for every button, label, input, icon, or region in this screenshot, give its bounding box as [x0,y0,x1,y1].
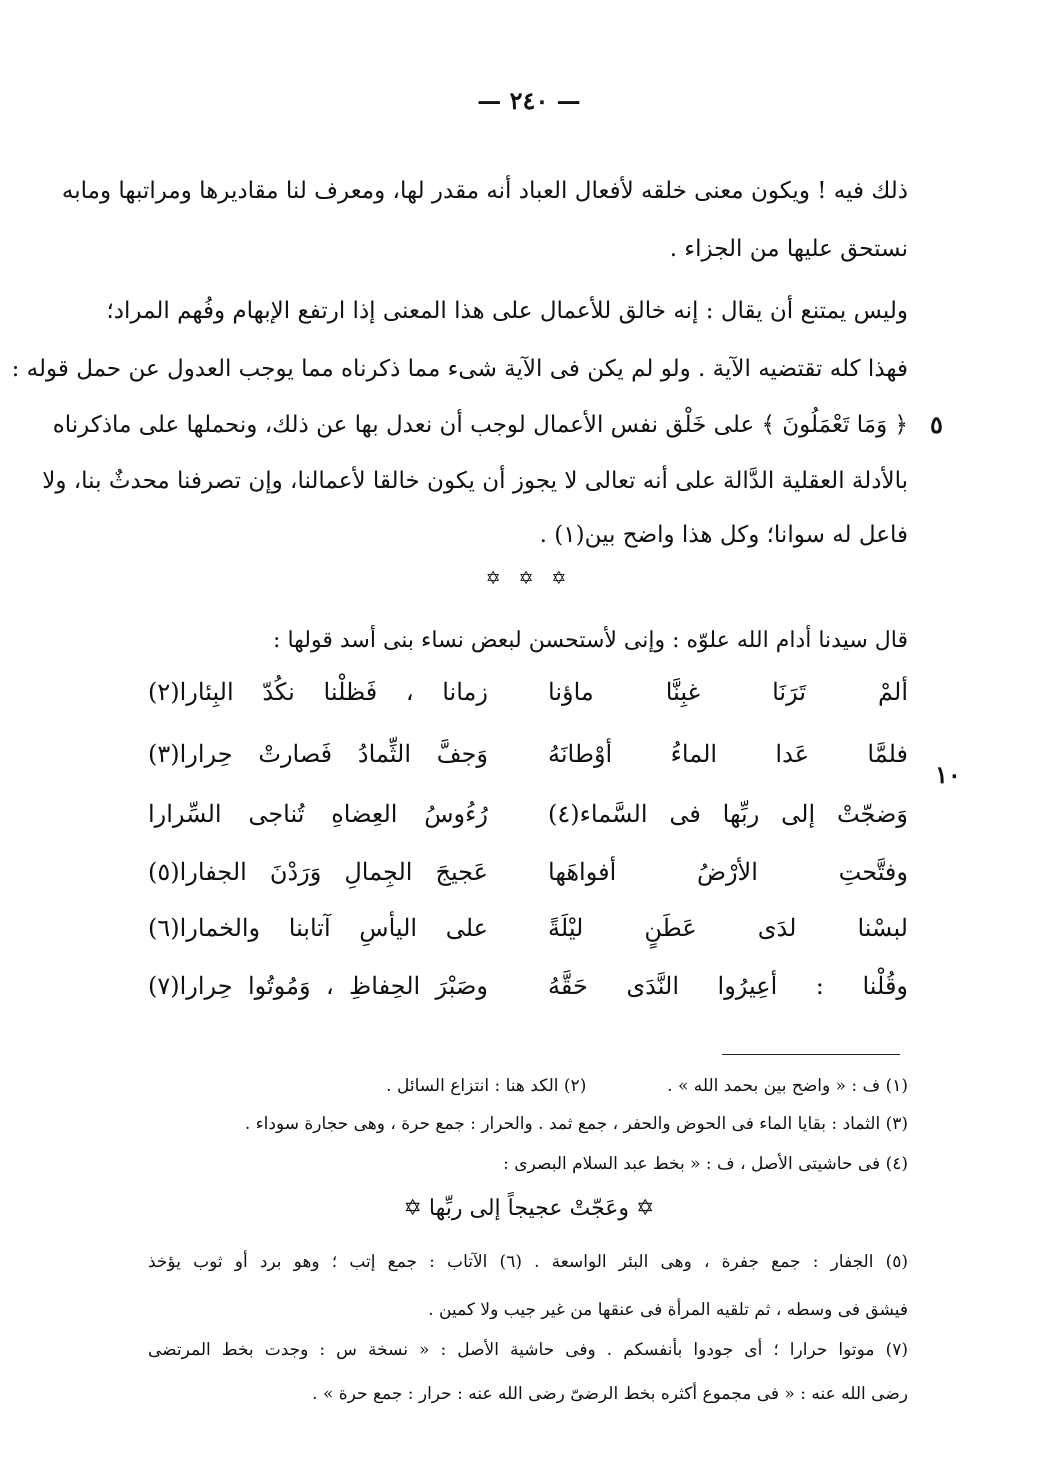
footnote-4: (٤) فى حاشيتى الأصل ، ف : « بخط عبد السلام البصرى : [503,1154,908,1174]
verse-first-hemistich: وفتَّحتِ الأرْضُ أفواهَها [548,858,908,886]
verse-second-hemistich: وَجفَّ الثِّمادُ فَصارتْ حِرارا(٣) [148,740,488,768]
line-number-5: ٥ [930,410,943,439]
verse-line [148,858,908,898]
verse-second-hemistich: وصَبْرَ الحِفاظِ ، وَمُوتُوا حِرارا(٧) [148,972,488,1000]
paragraph-line: ﴿ وَمَا تَعْمَلُونَ ﴾ على خَلْق نفس الأعمال لوجب أن نعدل بها عن ذلك، ونحملها على ماذكرناه [52,412,908,438]
verse-intro: قال سيدنا أدام الله علوّه : وإنى لأستحسن لبعض نساء بنى أسد قولها : [273,628,908,653]
verse-line [148,800,908,840]
paragraph-line: بالأدلة العقلية الدَّالة على أنه تعالى لا يجوز أن يكون خالقا لأعمالنا، وإن تصرفنا محدثٌ بنا، ولا [42,468,908,494]
verse-line [148,740,908,780]
paragraph-line: نستحق عليها من الجزاء . [669,236,908,262]
page-number: — ٢٤٠ — [477,86,581,115]
paragraph-line: فهذا كله تقتضيه الآية . ولو لم يكن فى الآية شىء مما ذكرناه مما يوجب العدول عن حمل قوله : [11,356,908,382]
verse-first-hemistich: لبسْنا لدَى عَطَنٍ ليْلَةً [548,914,908,942]
section-divider-stars: ✡ ✡ ✡ [485,568,573,589]
verse-first-hemistich: فلمَّا عَدا الماءُ أوْطانَهُ [548,740,908,768]
verse-second-hemistich: عَجيجَ الجِمالِ وَرَدْنَ الجفارا(٥) [148,858,488,886]
verse-second-hemistich: زمانا ، فَظلْنا نكُدّ البِئارا(٢) [148,678,488,706]
paragraph-line: وليس يمتنع أن يقال : إنه خالق للأعمال على هذا المعنى إذا ارتفع الإبهام وفُهم المراد؛ [106,298,908,324]
paragraph-line: فاعل له سوانا؛ وكل هذا واضح بين(١) . [539,522,908,548]
verse-first-hemistich: وَضجّتْ إلى ربِّها فى السَّماء(٤) [548,800,908,828]
paragraph-line: ذلك فيه ! ويكون معنى خلقه لأفعال العباد أنه مقدر لها، ومعرف لنا مقاديرها ومراتبها ومابه [61,178,908,204]
verse-first-hemistich: ألمْ تَرَنَا غبِنَّا ماؤنا [548,678,908,706]
footnote-2: (٢) الكد هنا : انتزاع السائل . [386,1076,587,1096]
footnote-4-verse: ✡ وعَجّتْ عجيجاً إلى ربِّها ✡ [403,1196,655,1221]
footnote-7-continued: رضى الله عنه : « فى مجموع أكثره بخط الرضىّ رضى الله عنه : حرار : جمع حرة » . [312,1384,908,1404]
verse-first-hemistich: وقُلْنا : أعِيرُوا النَّدَى حَقَّهُ [548,972,908,1000]
verse-line [148,972,908,1012]
footnote-separator [722,1054,900,1055]
verse-line [148,914,908,954]
footnote-3: (٣) الثماد : بقايا الماء فى الحوض والحفر ، جمع ثمد . والحرار : جمع حرة ، وهى حجارة سوداء . [244,1114,908,1134]
footnote-1: (١) ف : « واضح بين بحمد الله » . [667,1076,908,1096]
verse-line [148,678,908,718]
line-number-10: ١٠ [935,760,961,789]
footnote-7: (٧) موتوا حرارا ؛ أى جودوا بأنفسكم . وفى حاشية الأصل : « نسخة س : وجدت بخط المرتضى [148,1340,908,1360]
footnote-line [148,1076,908,1096]
verse-second-hemistich: رُءُوسُ العِضاهِ تُناجى السِّرارا [148,800,488,828]
footnote-6-continued: فيشق فى وسطه ، ثم تلقيه المرأة فى عنقها من غير جيب ولا كمين . [428,1300,908,1320]
footnote-5-6: (٥) الجفار : جمع جفرة ، وهى البئر الواسعة . (٦) الآتاب : جمع إتب ؛ وهو برد أو ثوب يؤخذ [148,1252,909,1272]
verse-second-hemistich: على اليأسِ آتابنا والخمارا(٦) [148,914,488,942]
